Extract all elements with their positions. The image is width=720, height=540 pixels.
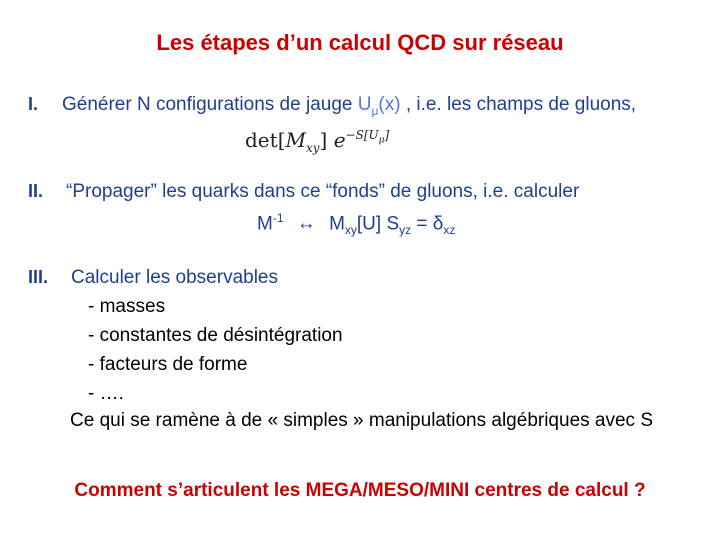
- list-item: - facteurs de forme: [88, 354, 248, 375]
- gauge-field: $U_\mu(x)$: [357, 94, 401, 118]
- step-2-text-b: dans ce “fonds” de gluons, i.e. calculer: [248, 181, 580, 202]
- list-item: - masses: [88, 296, 166, 317]
- step-2-text-a: “Propager” les quarks: [66, 181, 249, 202]
- step-1-number: I.: [28, 94, 39, 114]
- step-1-formula: $\det[M_{xy}]$ $e^{-S[U_\mu]}$: [245, 128, 390, 155]
- step-2-equation: $M^{-1}$ ↔ $M_{xy}[U] S_{yz} = \delta_{xz}$: [257, 211, 456, 238]
- step-1-text-b: , i.e. les champs de gluons,: [400, 94, 637, 115]
- step-2-text: [66, 181, 579, 203]
- step-1-text-a: Générer N configurations de jauge: [62, 94, 353, 115]
- footer-question: Comment s’articulent les MEGA/MESO/MINI centres de calcul ?: [74, 480, 646, 501]
- list-item: - ….: [88, 383, 124, 404]
- step-1-text: [62, 94, 636, 118]
- page-title: Les étapes d’un calcul QCD sur réseau: [156, 30, 564, 55]
- step-3-number: III.: [28, 267, 49, 287]
- step-3-heading: Calculer les observables: [71, 267, 278, 288]
- step-3-note: Ce qui se ramène à de « simples » manipulations algébriques avec S: [70, 410, 653, 431]
- list-item: - constantes de désintégration: [88, 325, 343, 346]
- step-2-number: II.: [28, 181, 44, 201]
